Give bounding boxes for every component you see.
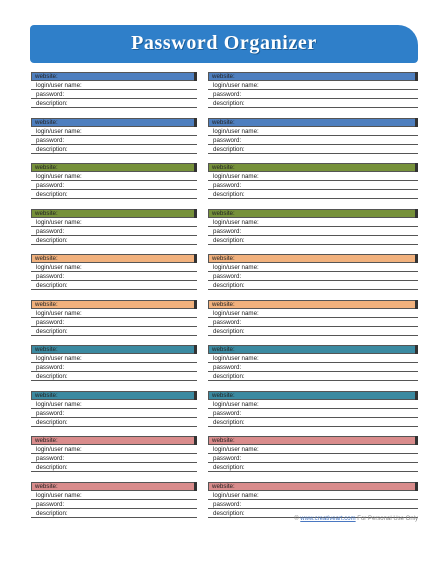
description-field[interactable]: description:: [208, 463, 418, 472]
password-entry: [31, 436, 197, 482]
password-field[interactable]: password:: [31, 454, 197, 463]
description-field[interactable]: description:: [31, 327, 197, 336]
password-entry: [31, 300, 197, 346]
login-field[interactable]: login/user name:: [31, 354, 197, 363]
website-field[interactable]: website:: [208, 482, 418, 491]
password-field[interactable]: password:: [31, 181, 197, 190]
website-field[interactable]: website:: [31, 118, 197, 127]
description-field[interactable]: description:: [208, 509, 418, 518]
login-field[interactable]: login/user name:: [208, 127, 418, 136]
entry-grid: [31, 72, 418, 518]
website-field[interactable]: website:: [208, 209, 418, 218]
password-field[interactable]: password:: [208, 272, 418, 281]
login-field[interactable]: login/user name:: [31, 400, 197, 409]
password-field[interactable]: password:: [31, 272, 197, 281]
website-field[interactable]: website:: [208, 345, 418, 354]
password-field[interactable]: password:: [208, 454, 418, 463]
password-entry: [208, 391, 418, 437]
description-field[interactable]: description:: [31, 99, 197, 108]
password-field[interactable]: password:: [31, 136, 197, 145]
password-entry: [31, 254, 197, 300]
password-field[interactable]: password:: [31, 409, 197, 418]
login-field[interactable]: login/user name:: [31, 127, 197, 136]
description-field[interactable]: description:: [208, 418, 418, 427]
password-entry: [31, 391, 197, 437]
footer-link[interactable]: www.creativeart.com: [300, 516, 356, 522]
password-field[interactable]: password:: [208, 500, 418, 509]
password-field[interactable]: password:: [208, 136, 418, 145]
password-entry: [208, 209, 418, 255]
login-field[interactable]: login/user name:: [31, 445, 197, 454]
description-field[interactable]: description:: [31, 145, 197, 154]
website-field[interactable]: website:: [208, 72, 418, 81]
description-field[interactable]: description:: [31, 418, 197, 427]
password-entry: [208, 118, 418, 164]
password-field[interactable]: password:: [31, 90, 197, 99]
login-field[interactable]: login/user name:: [208, 81, 418, 90]
description-field[interactable]: description:: [31, 190, 197, 199]
website-field[interactable]: website:: [208, 300, 418, 309]
website-field[interactable]: website:: [31, 345, 197, 354]
login-field[interactable]: login/user name:: [208, 263, 418, 272]
description-field[interactable]: description:: [208, 145, 418, 154]
website-field[interactable]: website:: [31, 209, 197, 218]
login-field[interactable]: login/user name:: [31, 309, 197, 318]
login-field[interactable]: login/user name:: [208, 491, 418, 500]
login-field[interactable]: login/user name:: [31, 491, 197, 500]
password-field[interactable]: password:: [31, 318, 197, 327]
description-field[interactable]: description:: [31, 236, 197, 245]
description-field[interactable]: description:: [31, 372, 197, 381]
description-field[interactable]: description:: [31, 281, 197, 290]
password-field[interactable]: password:: [208, 318, 418, 327]
description-field[interactable]: description:: [31, 509, 197, 518]
website-field[interactable]: website:: [31, 72, 197, 81]
password-field[interactable]: password:: [31, 227, 197, 236]
description-field[interactable]: description:: [31, 463, 197, 472]
footer: [294, 516, 418, 522]
footer-note: For Personal Use Only: [355, 516, 418, 522]
website-field[interactable]: website:: [208, 436, 418, 445]
password-field[interactable]: password:: [208, 181, 418, 190]
password-entry: [208, 436, 418, 482]
password-field[interactable]: password:: [208, 363, 418, 372]
login-field[interactable]: login/user name:: [208, 218, 418, 227]
description-field[interactable]: description:: [208, 327, 418, 336]
password-entry: [31, 163, 197, 209]
website-field[interactable]: website:: [31, 391, 197, 400]
password-field[interactable]: password:: [31, 363, 197, 372]
password-entry: [31, 345, 197, 391]
page-title: Password Organizer: [131, 32, 317, 54]
login-field[interactable]: login/user name:: [31, 263, 197, 272]
password-entry: [208, 72, 418, 118]
login-field[interactable]: login/user name:: [31, 81, 197, 90]
description-field[interactable]: description:: [208, 190, 418, 199]
login-field[interactable]: login/user name:: [31, 172, 197, 181]
login-field[interactable]: login/user name:: [208, 172, 418, 181]
title-banner: [30, 25, 418, 63]
login-field[interactable]: login/user name:: [208, 354, 418, 363]
password-entry: [208, 300, 418, 346]
website-field[interactable]: website:: [31, 436, 197, 445]
website-field[interactable]: website:: [208, 163, 418, 172]
password-entry: [31, 72, 197, 118]
password-field[interactable]: password:: [208, 409, 418, 418]
login-field[interactable]: login/user name:: [208, 400, 418, 409]
website-field[interactable]: website:: [31, 254, 197, 263]
password-entry: [31, 482, 197, 528]
login-field[interactable]: login/user name:: [31, 218, 197, 227]
login-field[interactable]: login/user name:: [208, 445, 418, 454]
website-field[interactable]: website:: [208, 391, 418, 400]
website-field[interactable]: website:: [31, 163, 197, 172]
password-entry: [208, 163, 418, 209]
password-field[interactable]: password:: [208, 90, 418, 99]
password-field[interactable]: password:: [208, 227, 418, 236]
description-field[interactable]: description:: [208, 281, 418, 290]
copyright-symbol: ©: [294, 516, 299, 522]
website-field[interactable]: website:: [208, 118, 418, 127]
description-field[interactable]: description:: [208, 372, 418, 381]
description-field[interactable]: description:: [208, 236, 418, 245]
password-field[interactable]: password:: [31, 500, 197, 509]
login-field[interactable]: login/user name:: [208, 309, 418, 318]
website-field[interactable]: website:: [31, 300, 197, 309]
website-field[interactable]: website:: [208, 254, 418, 263]
password-entry: [208, 345, 418, 391]
description-field[interactable]: description:: [208, 99, 418, 108]
password-entry: [208, 254, 418, 300]
password-entry: [31, 118, 197, 164]
password-entry: [31, 209, 197, 255]
website-field[interactable]: website:: [31, 482, 197, 491]
